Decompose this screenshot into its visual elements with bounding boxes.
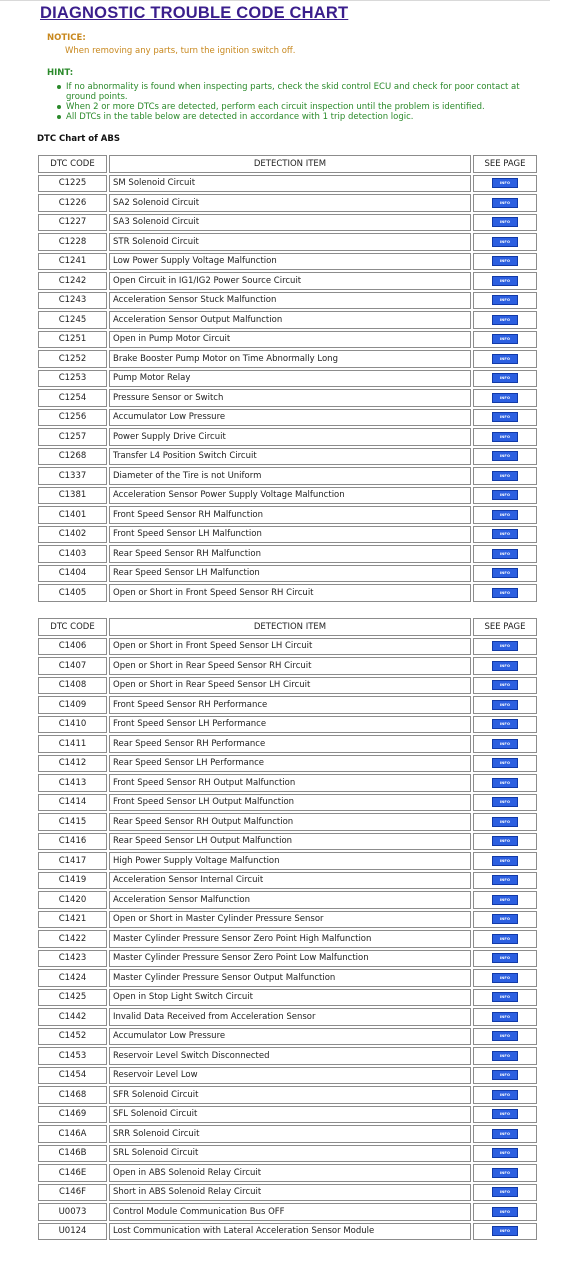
- table-row: [38, 331, 537, 349]
- info-button[interactable]: INFO: [492, 354, 518, 364]
- detection-item-cell: Open or Short in Front Speed Sensor RH Circuit: [109, 584, 471, 602]
- table-row: [38, 506, 537, 524]
- dtc-code-cell: C1409: [38, 696, 107, 714]
- dtc-code-cell: C1417: [38, 852, 107, 870]
- detection-item-cell: Master Cylinder Pressure Sensor Zero Point High Malfunction: [109, 930, 471, 948]
- dtc-code-cell: C1407: [38, 657, 107, 675]
- dtc-code-cell: C1242: [38, 272, 107, 290]
- info-button[interactable]: INFO: [492, 276, 518, 286]
- detection-item-cell: Transfer L4 Position Switch Circuit: [109, 448, 471, 466]
- info-button[interactable]: INFO: [492, 1051, 518, 1061]
- info-button[interactable]: INFO: [492, 295, 518, 305]
- see-page-cell: [473, 1028, 537, 1046]
- info-button[interactable]: INFO: [492, 237, 518, 247]
- see-page-cell: [473, 389, 537, 407]
- detection-item-cell: Front Speed Sensor LH Malfunction: [109, 526, 471, 544]
- table-row: [38, 755, 537, 773]
- table-row: [38, 1028, 537, 1046]
- info-button[interactable]: INFO: [492, 1031, 518, 1041]
- table-row: [38, 794, 537, 812]
- dtc-code-cell: C1404: [38, 565, 107, 583]
- info-button[interactable]: INFO: [492, 529, 518, 539]
- hint-list: [55, 82, 545, 122]
- dtc-code-cell: C1442: [38, 1008, 107, 1026]
- see-page-cell: [473, 657, 537, 675]
- dtc-code-cell: U0073: [38, 1203, 107, 1221]
- see-page-cell: [473, 1106, 537, 1124]
- detection-item-cell: Acceleration Sensor Stuck Malfunction: [109, 292, 471, 310]
- hint-item: If no abnormality is found when inspecting parts, check the skid control ECU and check for poor contact at ground points.: [55, 82, 545, 102]
- see-page-cell: [473, 350, 537, 368]
- info-button[interactable]: INFO: [492, 490, 518, 500]
- detection-item-cell: Short in ABS Solenoid Relay Circuit: [109, 1184, 471, 1202]
- dtc-code-cell: C1251: [38, 331, 107, 349]
- table-header-row: [38, 155, 537, 173]
- dtc-code-cell: C1401: [38, 506, 107, 524]
- dtc-code-cell: C146E: [38, 1164, 107, 1182]
- info-button[interactable]: INFO: [492, 797, 518, 807]
- detection-item-cell: Rear Speed Sensor RH Malfunction: [109, 545, 471, 563]
- table-row: [38, 1125, 537, 1143]
- detection-item-cell: SA3 Solenoid Circuit: [109, 214, 471, 232]
- info-button[interactable]: INFO: [492, 568, 518, 578]
- see-page-cell: [473, 930, 537, 948]
- detection-item-cell: Acceleration Sensor Power Supply Voltage Malfunction: [109, 487, 471, 505]
- header-detection-item: DETECTION ITEM: [109, 155, 471, 173]
- table-row: [38, 214, 537, 232]
- detection-item-cell: Pressure Sensor or Switch: [109, 389, 471, 407]
- table-row: [38, 950, 537, 968]
- dtc-table-1: [36, 153, 539, 604]
- notice-label: NOTICE:: [47, 33, 86, 43]
- table-row: [38, 716, 537, 734]
- info-button[interactable]: INFO: [492, 1070, 518, 1080]
- see-page-cell: [473, 716, 537, 734]
- dtc-code-cell: C1257: [38, 428, 107, 446]
- info-button[interactable]: INFO: [492, 432, 518, 442]
- info-button[interactable]: INFO: [492, 992, 518, 1002]
- dtc-code-cell: C1337: [38, 467, 107, 485]
- see-page-cell: [473, 1047, 537, 1065]
- see-page-cell: [473, 175, 537, 193]
- info-button[interactable]: INFO: [492, 914, 518, 924]
- dtc-code-cell: C1415: [38, 813, 107, 831]
- page-title: DIAGNOSTIC TROUBLE CODE CHART: [40, 4, 349, 22]
- detection-item-cell: SRL Solenoid Circuit: [109, 1145, 471, 1163]
- dtc-code-cell: C1405: [38, 584, 107, 602]
- see-page-cell: [473, 526, 537, 544]
- see-page-cell: [473, 545, 537, 563]
- table-row: [38, 677, 537, 695]
- see-page-cell: [473, 1203, 537, 1221]
- dtc-code-cell: C1411: [38, 735, 107, 753]
- see-page-cell: [473, 1145, 537, 1163]
- dtc-code-cell: C1453: [38, 1047, 107, 1065]
- detection-item-cell: Front Speed Sensor RH Malfunction: [109, 506, 471, 524]
- see-page-cell: [473, 969, 537, 987]
- table-row: [38, 292, 537, 310]
- see-page-cell: [473, 696, 537, 714]
- dtc-code-cell: C1412: [38, 755, 107, 773]
- dtc-table-2: [36, 616, 539, 1242]
- see-page-cell: [473, 467, 537, 485]
- dtc-code-cell: C1245: [38, 311, 107, 329]
- info-button[interactable]: INFO: [492, 315, 518, 325]
- detection-item-cell: Rear Speed Sensor LH Performance: [109, 755, 471, 773]
- header-dtc-code: DTC CODE: [38, 155, 107, 173]
- detection-item-cell: Master Cylinder Pressure Sensor Output Malfunction: [109, 969, 471, 987]
- hint-label: HINT:: [47, 68, 74, 78]
- see-page-cell: [473, 584, 537, 602]
- table-row: [38, 1203, 537, 1221]
- detection-item-cell: Acceleration Sensor Output Malfunction: [109, 311, 471, 329]
- table-row: [38, 930, 537, 948]
- see-page-cell: [473, 1223, 537, 1241]
- info-button[interactable]: INFO: [492, 217, 518, 227]
- chart-title: DTC Chart of ABS: [37, 134, 120, 144]
- info-button[interactable]: INFO: [492, 680, 518, 690]
- dtc-code-cell: C1268: [38, 448, 107, 466]
- see-page-cell: [473, 774, 537, 792]
- table-row: [38, 428, 537, 446]
- table-row: [38, 350, 537, 368]
- dtc-code-cell: C1225: [38, 175, 107, 193]
- info-button[interactable]: INFO: [492, 1129, 518, 1139]
- info-button[interactable]: INFO: [492, 778, 518, 788]
- hint-item: All DTCs in the table below are detected in accordance with 1 trip detection logic.: [55, 112, 545, 122]
- dtc-code-cell: C1226: [38, 194, 107, 212]
- table-row: [38, 389, 537, 407]
- dtc-code-cell: C1452: [38, 1028, 107, 1046]
- dtc-code-cell: C1253: [38, 370, 107, 388]
- table-row: [38, 526, 537, 544]
- table-row: [38, 852, 537, 870]
- see-page-cell: [473, 311, 537, 329]
- top-divider: [0, 0, 550, 1]
- detection-item-cell: Open or Short in Master Cylinder Pressure Sensor: [109, 911, 471, 929]
- dtc-code-cell: C1422: [38, 930, 107, 948]
- see-page-cell: [473, 1164, 537, 1182]
- see-page-cell: [473, 872, 537, 890]
- dtc-code-cell: C1416: [38, 833, 107, 851]
- hint-item: When 2 or more DTCs are detected, perform each circuit inspection until the problem is identified.: [55, 102, 545, 112]
- notice-text: When removing any parts, turn the ignition switch off.: [65, 46, 296, 56]
- table-row: [38, 1047, 537, 1065]
- info-button[interactable]: INFO: [492, 934, 518, 944]
- see-page-cell: [473, 813, 537, 831]
- table-row: [38, 774, 537, 792]
- see-page-cell: [473, 331, 537, 349]
- detection-item-cell: Open in Pump Motor Circuit: [109, 331, 471, 349]
- detection-item-cell: Lost Communication with Lateral Acceleration Sensor Module: [109, 1223, 471, 1241]
- table-row: [38, 969, 537, 987]
- detection-item-cell: Front Speed Sensor RH Output Malfunction: [109, 774, 471, 792]
- see-page-cell: [473, 833, 537, 851]
- table-row: [38, 891, 537, 909]
- table-row: [38, 872, 537, 890]
- info-button[interactable]: INFO: [492, 1207, 518, 1217]
- header-see-page: SEE PAGE: [473, 155, 537, 173]
- info-button[interactable]: INFO: [492, 373, 518, 383]
- see-page-cell: [473, 448, 537, 466]
- dtc-code-cell: C1406: [38, 638, 107, 656]
- info-button[interactable]: INFO: [492, 393, 518, 403]
- info-button[interactable]: INFO: [492, 198, 518, 208]
- detection-item-cell: Open or Short in Rear Speed Sensor LH Circuit: [109, 677, 471, 695]
- detection-item-cell: Master Cylinder Pressure Sensor Zero Point Low Malfunction: [109, 950, 471, 968]
- detection-item-cell: Pump Motor Relay: [109, 370, 471, 388]
- detection-item-cell: Acceleration Sensor Internal Circuit: [109, 872, 471, 890]
- table-row: [38, 409, 537, 427]
- table-row: [38, 545, 537, 563]
- info-button[interactable]: INFO: [492, 178, 518, 188]
- dtc-code-cell: C146F: [38, 1184, 107, 1202]
- table-row: [38, 194, 537, 212]
- dtc-code-cell: C1241: [38, 253, 107, 271]
- info-button[interactable]: INFO: [492, 471, 518, 481]
- info-button[interactable]: INFO: [492, 758, 518, 768]
- table-row: [38, 989, 537, 1007]
- detection-item-cell: Diameter of the Tire is not Uniform: [109, 467, 471, 485]
- see-page-cell: [473, 409, 537, 427]
- info-button[interactable]: INFO: [492, 451, 518, 461]
- dtc-code-cell: C1403: [38, 545, 107, 563]
- dtc-code-cell: C1414: [38, 794, 107, 812]
- dtc-code-cell: C1425: [38, 989, 107, 1007]
- info-button[interactable]: INFO: [492, 836, 518, 846]
- header-see-page: SEE PAGE: [473, 618, 537, 636]
- table-row: [38, 1145, 537, 1163]
- see-page-cell: [473, 272, 537, 290]
- dtc-code-cell: C1381: [38, 487, 107, 505]
- info-button[interactable]: INFO: [492, 856, 518, 866]
- table-row: [38, 175, 537, 193]
- see-page-cell: [473, 891, 537, 909]
- info-button[interactable]: INFO: [492, 256, 518, 266]
- table-row: [38, 311, 537, 329]
- info-button[interactable]: INFO: [492, 588, 518, 598]
- table-row: [38, 487, 537, 505]
- detection-item-cell: Accumulator Low Pressure: [109, 409, 471, 427]
- detection-item-cell: Rear Speed Sensor RH Performance: [109, 735, 471, 753]
- dtc-code-cell: C1454: [38, 1067, 107, 1085]
- detection-item-cell: Reservoir Level Low: [109, 1067, 471, 1085]
- table-row: [38, 467, 537, 485]
- table-row: [38, 253, 537, 271]
- see-page-cell: [473, 253, 537, 271]
- table-row: [38, 735, 537, 753]
- see-page-cell: [473, 638, 537, 656]
- info-button[interactable]: INFO: [492, 1109, 518, 1119]
- detection-item-cell: SFL Solenoid Circuit: [109, 1106, 471, 1124]
- table-row: [38, 813, 537, 831]
- dtc-code-cell: C1256: [38, 409, 107, 427]
- see-page-cell: [473, 1086, 537, 1104]
- dtc-code-cell: U0124: [38, 1223, 107, 1241]
- see-page-cell: [473, 677, 537, 695]
- info-button[interactable]: INFO: [492, 875, 518, 885]
- dtc-code-cell: C1419: [38, 872, 107, 890]
- info-button[interactable]: INFO: [492, 1187, 518, 1197]
- see-page-cell: [473, 428, 537, 446]
- dtc-code-cell: C1469: [38, 1106, 107, 1124]
- see-page-cell: [473, 794, 537, 812]
- dtc-code-cell: C1410: [38, 716, 107, 734]
- detection-item-cell: Open Circuit in IG1/IG2 Power Source Circuit: [109, 272, 471, 290]
- detection-item-cell: Front Speed Sensor LH Performance: [109, 716, 471, 734]
- detection-item-cell: Open in Stop Light Switch Circuit: [109, 989, 471, 1007]
- detection-item-cell: Open or Short in Front Speed Sensor LH Circuit: [109, 638, 471, 656]
- table-row: [38, 1184, 537, 1202]
- dtc-code-cell: C1227: [38, 214, 107, 232]
- detection-item-cell: Control Module Communication Bus OFF: [109, 1203, 471, 1221]
- see-page-cell: [473, 370, 537, 388]
- dtc-code-cell: C146A: [38, 1125, 107, 1143]
- dtc-code-cell: C1424: [38, 969, 107, 987]
- detection-item-cell: Rear Speed Sensor RH Output Malfunction: [109, 813, 471, 831]
- table-row: [38, 584, 537, 602]
- info-button[interactable]: INFO: [492, 953, 518, 963]
- info-button[interactable]: INFO: [492, 1090, 518, 1100]
- info-button[interactable]: INFO: [492, 739, 518, 749]
- detection-item-cell: Accumulator Low Pressure: [109, 1028, 471, 1046]
- dtc-code-cell: C1402: [38, 526, 107, 544]
- table-row: [38, 638, 537, 656]
- detection-item-cell: SRR Solenoid Circuit: [109, 1125, 471, 1143]
- info-button[interactable]: INFO: [492, 661, 518, 671]
- table-row: [38, 448, 537, 466]
- table-row: [38, 1086, 537, 1104]
- dtc-code-cell: C1254: [38, 389, 107, 407]
- table-row: [38, 565, 537, 583]
- see-page-cell: [473, 214, 537, 232]
- see-page-cell: [473, 233, 537, 251]
- see-page-cell: [473, 194, 537, 212]
- detection-item-cell: Front Speed Sensor LH Output Malfunction: [109, 794, 471, 812]
- detection-item-cell: SM Solenoid Circuit: [109, 175, 471, 193]
- see-page-cell: [473, 950, 537, 968]
- dtc-code-cell: C1252: [38, 350, 107, 368]
- see-page-cell: [473, 1125, 537, 1143]
- detection-item-cell: Reservoir Level Switch Disconnected: [109, 1047, 471, 1065]
- info-button[interactable]: INFO: [492, 1012, 518, 1022]
- info-button[interactable]: INFO: [492, 973, 518, 983]
- info-button[interactable]: INFO: [492, 700, 518, 710]
- dtc-code-cell: C1420: [38, 891, 107, 909]
- detection-item-cell: High Power Supply Voltage Malfunction: [109, 852, 471, 870]
- see-page-cell: [473, 1067, 537, 1085]
- info-button[interactable]: INFO: [492, 895, 518, 905]
- table-row: [38, 272, 537, 290]
- table-row: [38, 370, 537, 388]
- detection-item-cell: Open in ABS Solenoid Relay Circuit: [109, 1164, 471, 1182]
- see-page-cell: [473, 852, 537, 870]
- info-button[interactable]: INFO: [492, 1226, 518, 1236]
- table-body-2: [38, 638, 537, 1241]
- info-button[interactable]: INFO: [492, 412, 518, 422]
- info-button[interactable]: INFO: [492, 510, 518, 520]
- table-row: [38, 911, 537, 929]
- see-page-cell: [473, 989, 537, 1007]
- dtc-code-cell: C1243: [38, 292, 107, 310]
- info-button[interactable]: INFO: [492, 719, 518, 729]
- detection-item-cell: Open or Short in Rear Speed Sensor RH Circuit: [109, 657, 471, 675]
- table-header-row: [38, 618, 537, 636]
- table-row: [38, 1008, 537, 1026]
- table-row: [38, 657, 537, 675]
- table-row: [38, 696, 537, 714]
- table-row: [38, 1164, 537, 1182]
- see-page-cell: [473, 735, 537, 753]
- info-button[interactable]: INFO: [492, 641, 518, 651]
- detection-item-cell: Rear Speed Sensor LH Malfunction: [109, 565, 471, 583]
- see-page-cell: [473, 1184, 537, 1202]
- detection-item-cell: Invalid Data Received from Acceleration Sensor: [109, 1008, 471, 1026]
- see-page-cell: [473, 292, 537, 310]
- table-row: [38, 233, 537, 251]
- dtc-code-cell: C1421: [38, 911, 107, 929]
- see-page-cell: [473, 755, 537, 773]
- see-page-cell: [473, 911, 537, 929]
- table-row: [38, 1067, 537, 1085]
- detection-item-cell: SA2 Solenoid Circuit: [109, 194, 471, 212]
- table-row: [38, 833, 537, 851]
- dtc-code-cell: C1408: [38, 677, 107, 695]
- dtc-code-cell: C1423: [38, 950, 107, 968]
- see-page-cell: [473, 1008, 537, 1026]
- table-body-1: [38, 175, 537, 602]
- see-page-cell: [473, 565, 537, 583]
- dtc-code-cell: C146B: [38, 1145, 107, 1163]
- header-dtc-code: DTC CODE: [38, 618, 107, 636]
- dtc-code-cell: C1468: [38, 1086, 107, 1104]
- detection-item-cell: SFR Solenoid Circuit: [109, 1086, 471, 1104]
- see-page-cell: [473, 506, 537, 524]
- detection-item-cell: STR Solenoid Circuit: [109, 233, 471, 251]
- detection-item-cell: Acceleration Sensor Malfunction: [109, 891, 471, 909]
- table-row: [38, 1223, 537, 1241]
- detection-item-cell: Front Speed Sensor RH Performance: [109, 696, 471, 714]
- info-button[interactable]: INFO: [492, 1168, 518, 1178]
- detection-item-cell: Brake Booster Pump Motor on Time Abnormally Long: [109, 350, 471, 368]
- header-detection-item: DETECTION ITEM: [109, 618, 471, 636]
- detection-item-cell: Low Power Supply Voltage Malfunction: [109, 253, 471, 271]
- info-button[interactable]: INFO: [492, 334, 518, 344]
- detection-item-cell: Power Supply Drive Circuit: [109, 428, 471, 446]
- see-page-cell: [473, 487, 537, 505]
- info-button[interactable]: INFO: [492, 549, 518, 559]
- info-button[interactable]: INFO: [492, 1148, 518, 1158]
- detection-item-cell: Rear Speed Sensor LH Output Malfunction: [109, 833, 471, 851]
- dtc-code-cell: C1413: [38, 774, 107, 792]
- info-button[interactable]: INFO: [492, 817, 518, 827]
- dtc-code-cell: C1228: [38, 233, 107, 251]
- table-row: [38, 1106, 537, 1124]
